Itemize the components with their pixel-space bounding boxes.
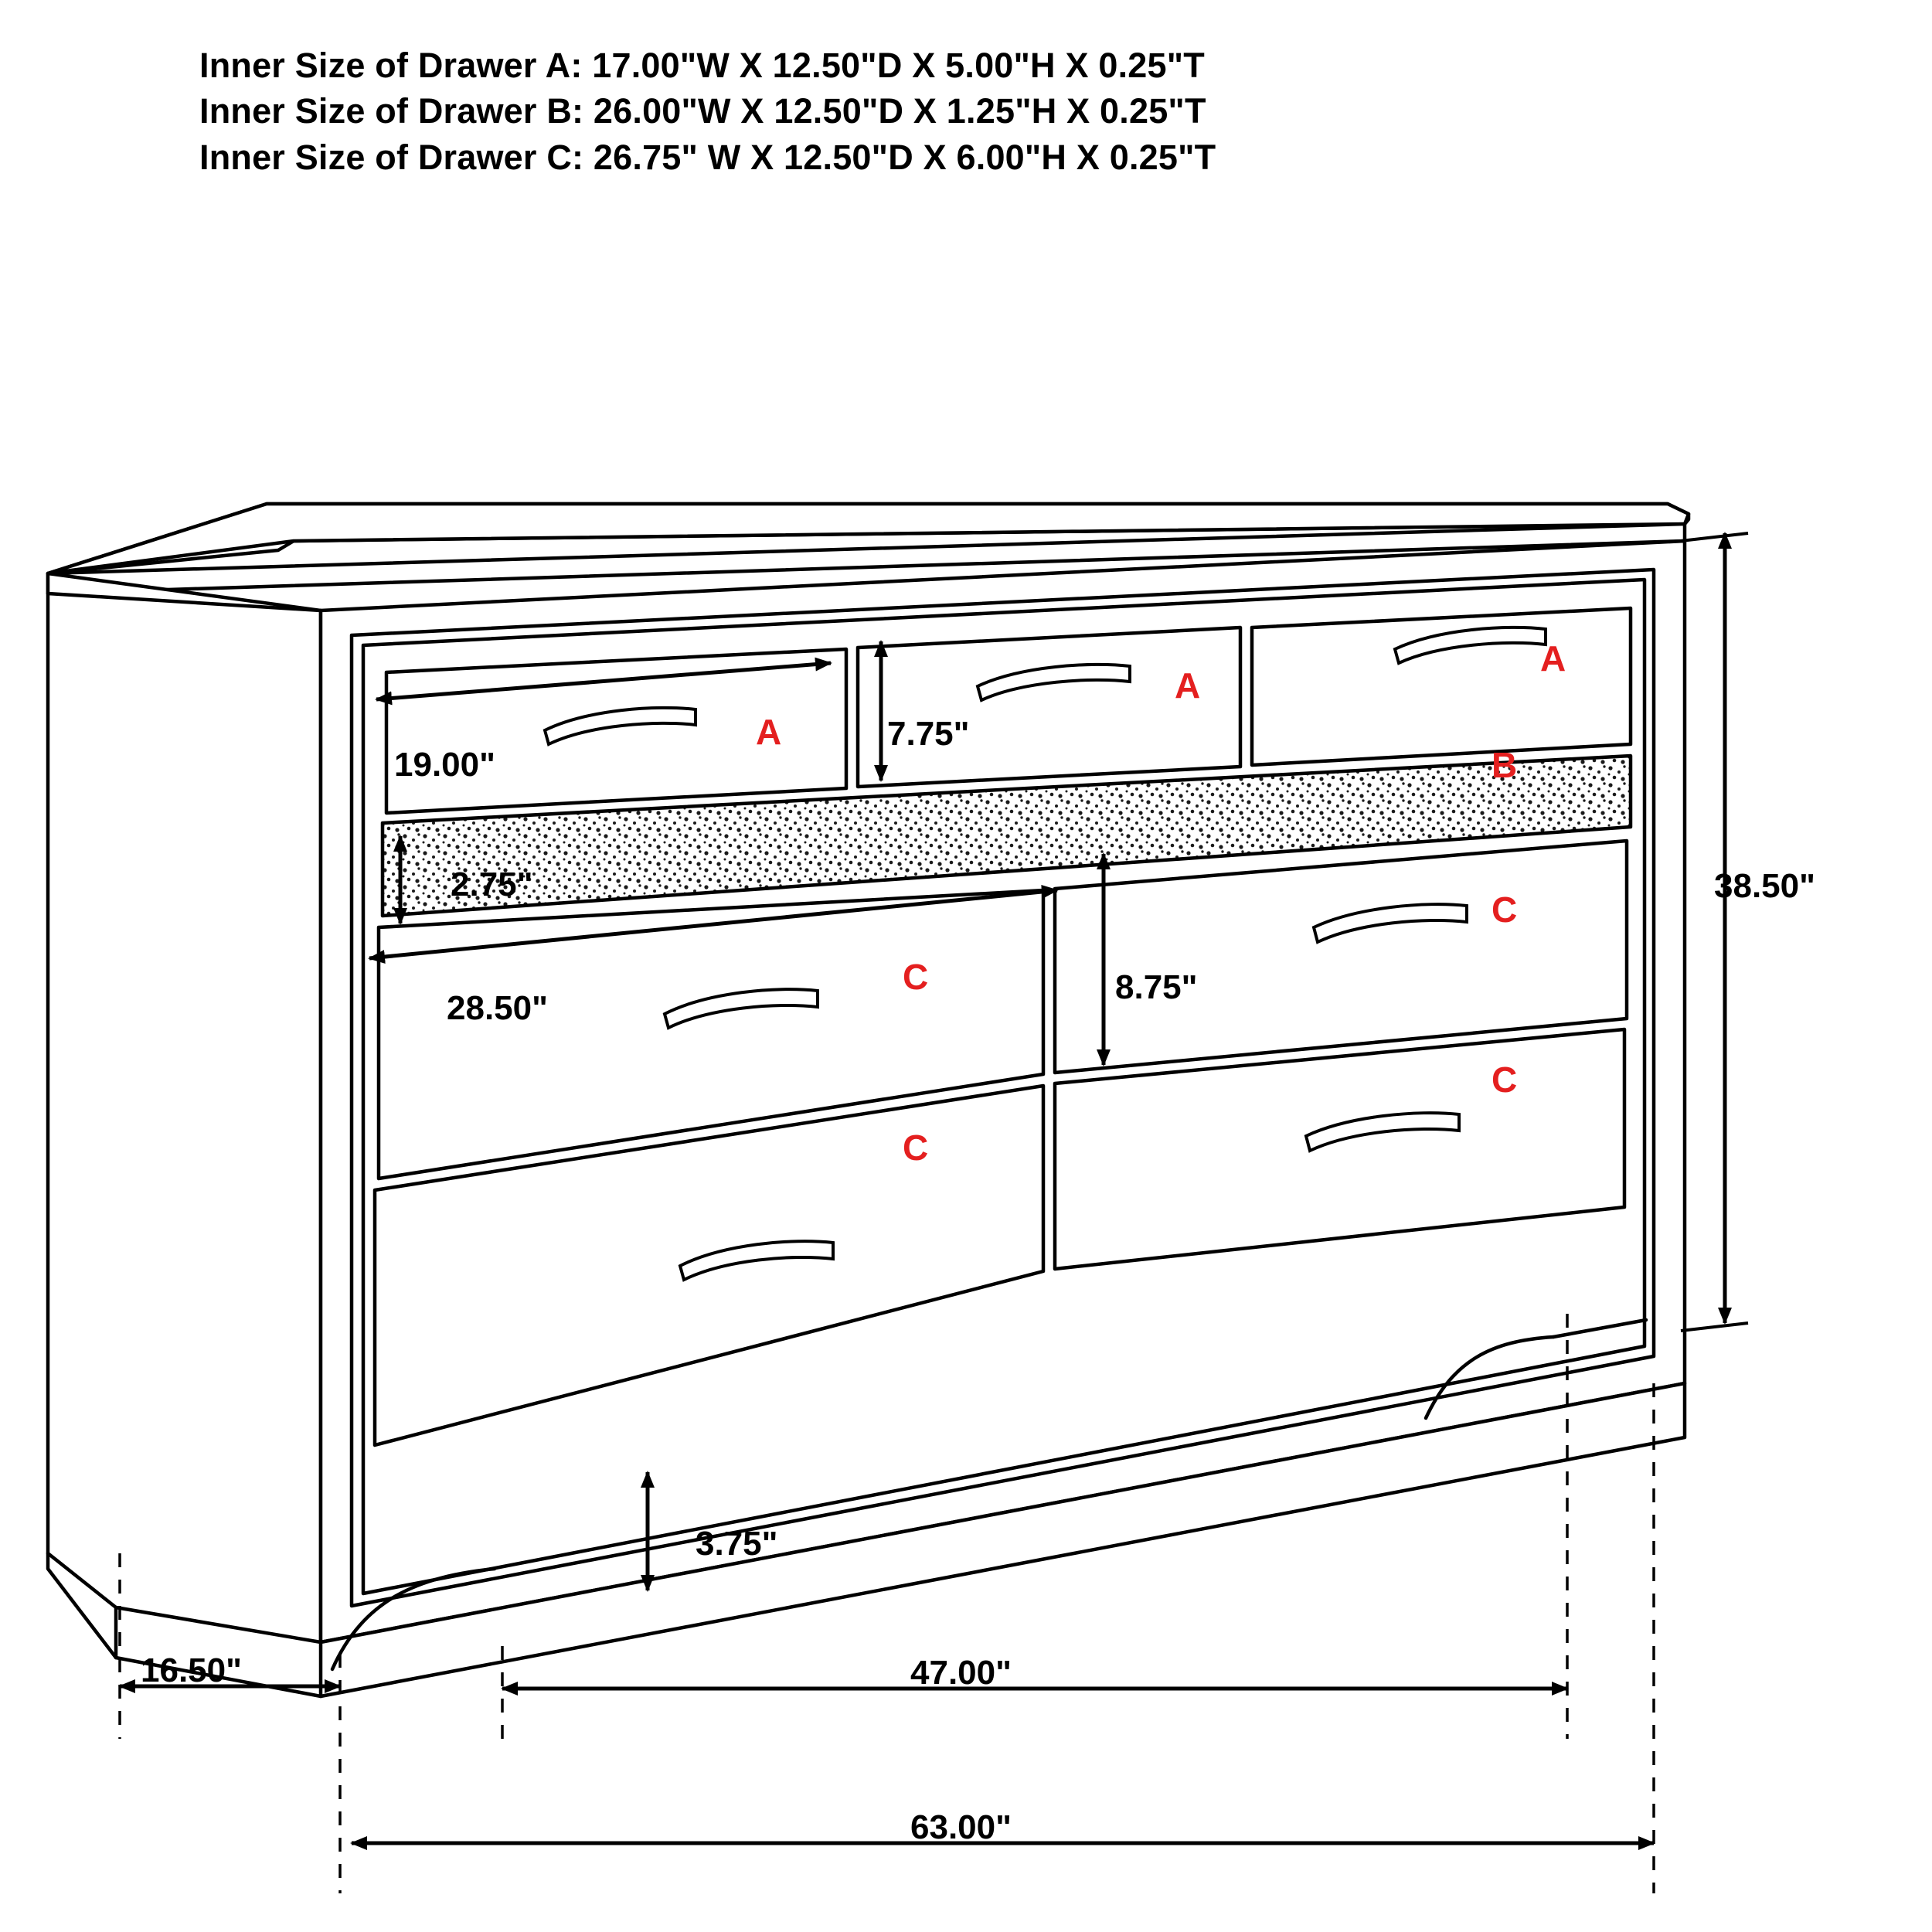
spec-line-drawer-a: Inner Size of Drawer A: 17.00"W X 12.50"D X 5.00"H X 0.25"T [199, 46, 1205, 85]
dimension-label-drawer-c-width: 28.50" [447, 989, 548, 1027]
dimension-label-toe-kick-height: 3.75" [696, 1525, 778, 1563]
dimension-label-drawer-c-height: 8.75" [1115, 968, 1198, 1006]
dimension-label-total-height: 38.50" [1714, 867, 1815, 905]
spec-line-drawer-c: Inner Size of Drawer C: 26.75" W X 12.50"D X 6.00"H X 0.25"T [199, 137, 1216, 177]
dimension-label-drawer-b-height: 2.75" [451, 866, 533, 903]
dimension-label-depth: 16.50" [141, 1651, 242, 1689]
dresser-body [48, 504, 1689, 1696]
drawer-letter-c-right-lower: C [1492, 1060, 1518, 1100]
drawer-letter-c-left-lower: C [903, 1128, 929, 1168]
spec-line-drawer-b: Inner Size of Drawer B: 26.00"W X 12.50"D X 1.25"H X 0.25"T [199, 91, 1206, 131]
drawer-letter-c-left-upper: C [903, 957, 929, 997]
dimension-label-total-width: 63.00" [910, 1808, 1012, 1846]
drawer-letter-a-right: A [1540, 638, 1566, 679]
drawer-letter-a-left: A [756, 712, 782, 752]
dimension-label-front-width: 47.00" [910, 1654, 1012, 1692]
dimension-label-drawer-a-width: 19.00" [394, 746, 495, 784]
drawer-letter-a-middle: A [1175, 665, 1201, 706]
dimension-label-drawer-a-height: 7.75" [887, 715, 970, 753]
drawer-letter-b: B [1492, 745, 1518, 785]
drawer-letter-c-right-upper: C [1492, 889, 1518, 930]
